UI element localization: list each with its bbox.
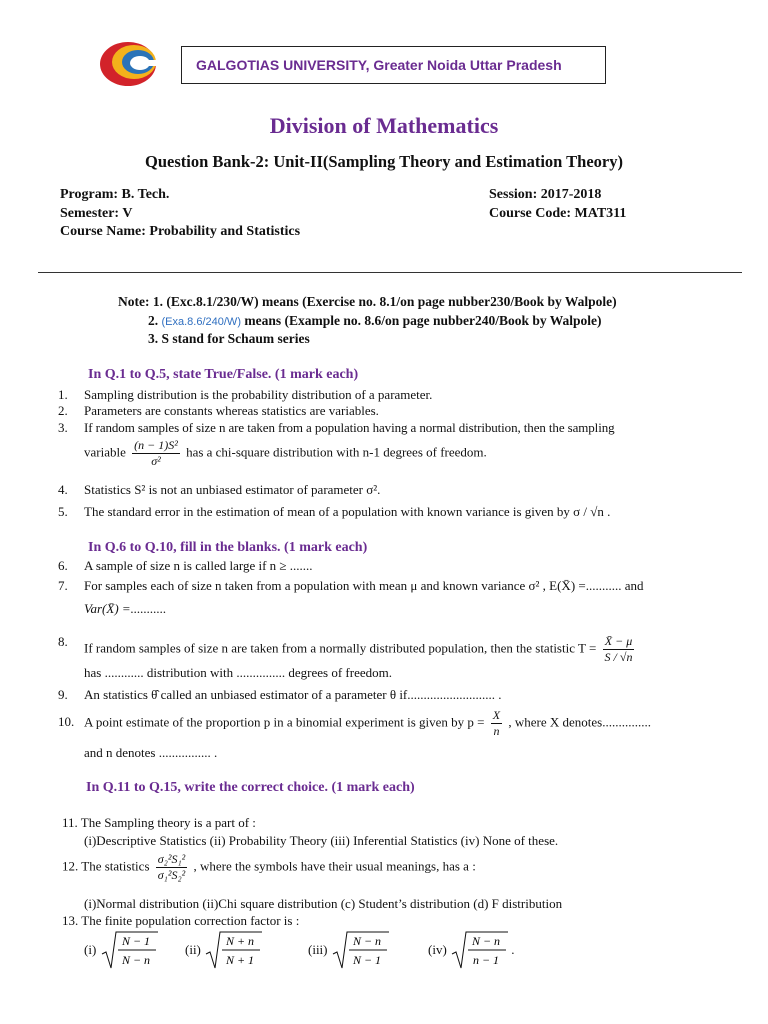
question-number: 8. bbox=[58, 634, 68, 649]
svg-text:n − 1: n − 1 bbox=[472, 953, 500, 967]
question-6: A sample of size n is called large if n ≥ ....... bbox=[84, 558, 313, 573]
svg-text:N + n: N + n bbox=[226, 934, 255, 948]
sqrt-fraction-iii bbox=[331, 930, 389, 972]
course-name: Course Name: Probability and Statistics bbox=[60, 224, 301, 239]
sqrt-fraction-iv bbox=[450, 930, 508, 972]
university-name: GALGOTIAS UNIVERSITY, Greater Noida Uttar Pradesh bbox=[181, 46, 606, 84]
question-5: The standard error in the estimation of mean of a population with known variance is given by σ / √n . bbox=[84, 504, 611, 519]
sample-variance-fraction: $\frac{\text{(n − 1)S²}}{\text{σ²}}$ bbox=[134, 438, 178, 468]
svg-text:N − 1: N − 1 bbox=[121, 934, 150, 948]
section-fill-blanks: In Q.6 to Q.10, fill in the blanks. (1 mark each) bbox=[88, 540, 368, 555]
semester: Semester: V bbox=[60, 206, 133, 221]
note-3: 3. S stand for Schaum series bbox=[148, 331, 310, 346]
question-9: An statistics θ̂ called an unbiased estimator of a parameter θ if........................... . bbox=[84, 687, 502, 702]
choice-iii: (iii) N − n N − 1 bbox=[308, 930, 389, 972]
note-2-ref: (Exa.8.6/240/W) bbox=[161, 316, 241, 328]
question-7-line1: For samples each of size n taken from a population with mean μ and known variance σ² , E(X̄) =........... and bbox=[84, 578, 644, 593]
question-10-line1: A point estimate of the proportion p in a binomial experiment is given by p = $\frac{X}{n}$ , where X denotes............... bbox=[84, 708, 651, 738]
question-8-line1: If random samples of size n are taken from a normally distributed population, then the statistic T = $\frac{X̄ - \mu}{S / √n}$ bbox=[84, 634, 633, 664]
question-11-choices: (i)Descriptive Statistics (ii) Probability Theory (iii) Inferential Statistics (iv) None of these. bbox=[84, 833, 559, 848]
divider bbox=[38, 272, 742, 273]
svg-text:N − n: N − n bbox=[352, 934, 381, 948]
question-12: 12. The statistics $\frac{\text{σ₂²S₁²}}{\text{σ₁²S₂²}}$ , where the symbols have their usual meanings, has a : bbox=[62, 852, 476, 882]
question-number: 4. bbox=[58, 482, 68, 497]
question-number: 9. bbox=[58, 687, 68, 702]
program: Program: B. Tech. bbox=[60, 187, 170, 202]
question-13: 13. The finite population correction factor is : bbox=[62, 913, 300, 928]
f-statistic-fraction: $\frac{\text{σ₂²S₁²}}{\text{σ₁²S₂²}}$ bbox=[157, 852, 186, 882]
svg-text:N + 1: N + 1 bbox=[226, 953, 255, 967]
note-2: 2. (Exa.8.6/240/W) means (Example no. 8.6/on page nubber240/Book by Walpole) bbox=[148, 313, 602, 328]
question-number: 3. bbox=[58, 420, 68, 435]
question-7-line2: Var(X̄) =........... bbox=[84, 601, 167, 616]
question-11: 11. The Sampling theory is a part of : bbox=[62, 815, 256, 830]
svg-text:N − 1: N − 1 bbox=[352, 953, 381, 967]
question-number: 5. bbox=[58, 504, 68, 519]
course-code: Course Code: MAT311 bbox=[489, 206, 627, 221]
question-3-line2: variable $\frac{\text{(n − 1)S²}}{\text{σ²}}$ has a chi-square distribution with n-1 degrees of freedom. bbox=[84, 438, 487, 468]
question-4: Statistics S² is not an unbiased estimator of parameter σ². bbox=[84, 482, 381, 497]
question-10-line2: and n denotes ................ . bbox=[84, 745, 218, 760]
question-number: 7. bbox=[58, 578, 68, 593]
university-logo bbox=[98, 38, 168, 88]
division-title: Division of Mathematics bbox=[269, 113, 499, 138]
question-number: 2. bbox=[58, 403, 68, 418]
note-1: Note: 1. (Exc.8.1/230/W) means (Exercise no. 8.1/on page nubber230/Book by Walpole) bbox=[118, 294, 617, 309]
question-number: 10. bbox=[58, 714, 75, 729]
choice-i: (i) N − 1 N − n bbox=[84, 930, 158, 972]
svg-text:N − n: N − n bbox=[471, 934, 501, 948]
proportion-fraction: $\frac{X}{n}$ bbox=[492, 708, 501, 738]
question-2: Parameters are constants whereas statistics are variables. bbox=[84, 403, 379, 418]
question-number: 6. bbox=[58, 558, 68, 573]
section-true-false: In Q.1 to Q.5, state True/False. (1 mark each) bbox=[88, 367, 359, 382]
question-bank-title: Question Bank-2: Unit-II(Sampling Theory and Estimation Theory) bbox=[145, 152, 623, 171]
choice-iv: (iv) N − n n − 1 . bbox=[428, 930, 515, 972]
session: Session: 2017-2018 bbox=[489, 187, 602, 202]
question-1: Sampling distribution is the probability distribution of a parameter. bbox=[84, 387, 433, 402]
t-statistic-fraction: $\frac{X̄ - \mu}{S / √n}$ bbox=[604, 634, 633, 664]
question-number: 1. bbox=[58, 387, 68, 402]
question-8-line2: has ............ distribution with ............... degrees of freedom. bbox=[84, 665, 392, 680]
section-multiple-choice: In Q.11 to Q.15, write the correct choice. (1 mark each) bbox=[86, 780, 415, 795]
svg-text:N − n: N − n bbox=[121, 953, 150, 967]
question-3-line1: If random samples of size n are taken from a population having a normal distribution, then the sampling bbox=[84, 420, 615, 435]
sqrt-fraction-i bbox=[100, 930, 158, 972]
sqrt-fraction-ii bbox=[204, 930, 262, 972]
choice-ii: (ii) N + n N + 1 bbox=[185, 930, 262, 972]
question-12-choices: (i)Normal distribution (ii)Chi square distribution (c) Student’s distribution (d) F distribution bbox=[84, 896, 563, 911]
